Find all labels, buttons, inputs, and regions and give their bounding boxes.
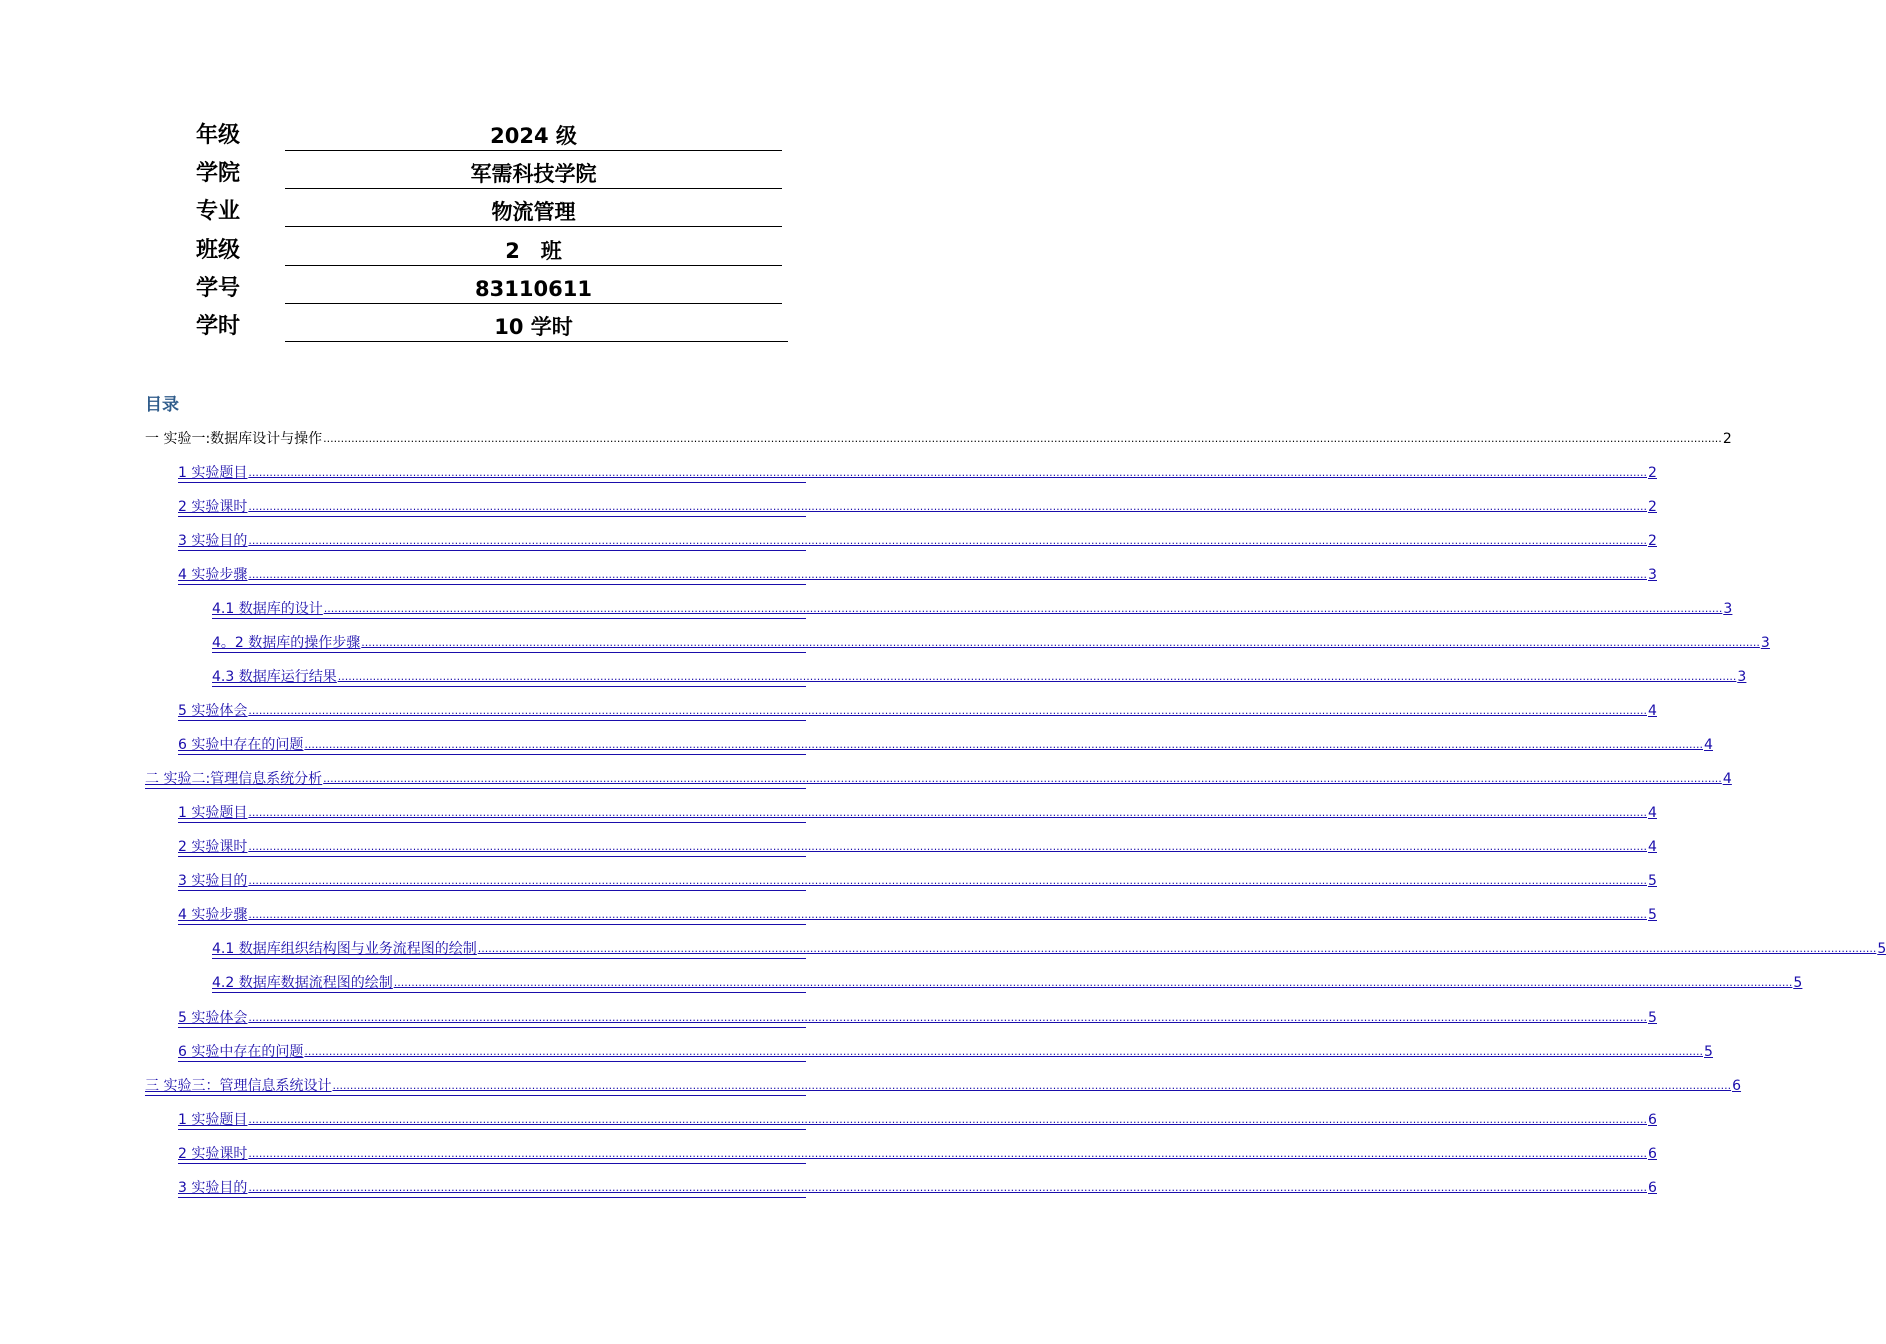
toc-leader-dots: ................................................................................................................................................................................................................................................................................................................................................................................................................ <box>323 772 1722 785</box>
info-row-grade <box>196 121 788 159</box>
toc-entry-page: 2 <box>1648 499 1657 515</box>
toc-entry-title: 2 实验课时 <box>178 499 248 515</box>
toc-leader-dots: ................................................................................................................................................................................................................................................................................................................................................................................................................ <box>248 466 1647 479</box>
info-row-hours <box>196 312 788 350</box>
fill-line <box>285 226 782 227</box>
toc-leader-dots: ................................................................................................................................................................................................................................................................................................................................................................................................................ <box>323 432 1722 445</box>
toc-entry-title: 4 实验步骤 <box>178 907 248 923</box>
toc-entry[interactable] <box>178 1109 1657 1130</box>
toc-entry-page: 3 <box>1648 567 1657 583</box>
info-value: 物流管理 <box>491 200 576 224</box>
toc-entry-page: 6 <box>1732 1078 1742 1094</box>
toc-leader-dots: ................................................................................................................................................................................................................................................................................................................................................................................................................ <box>248 840 1647 853</box>
info-row-major <box>196 197 788 235</box>
toc-leader-dots: ................................................................................................................................................................................................................................................................................................................................................................................................................ <box>248 874 1647 887</box>
toc-entry-page: 3 <box>1760 635 1770 651</box>
toc-entry-title: 6 实验中存在的问题 <box>178 737 304 753</box>
info-label: 学号 <box>196 276 241 301</box>
toc-leader-dots: ................................................................................................................................................................................................................................................................................................................................................................................................................ <box>248 1113 1647 1126</box>
toc-entry-page: 5 <box>1648 907 1657 923</box>
toc-entry-title: 1 实验题目 <box>178 1112 248 1128</box>
toc-entry-page: 2 <box>1648 465 1657 481</box>
toc-entry[interactable] <box>178 530 1657 551</box>
toc-entry-title: 4.1 数据库的设计 <box>212 601 323 617</box>
toc-entry-title: 4.1 数据库组织结构图与业务流程图的绘制 <box>212 941 477 957</box>
info-row-class <box>196 236 788 274</box>
toc-leader-dots: ................................................................................................................................................................................................................................................................................................................................................................................................................ <box>332 1079 1732 1092</box>
toc-entry-page: 5 <box>1704 1044 1713 1060</box>
info-row-college <box>196 159 788 197</box>
toc-entry[interactable] <box>178 564 1657 585</box>
toc-entry-page: 2 <box>1722 431 1732 447</box>
toc-entry-title: 6 实验中存在的问题 <box>178 1044 304 1060</box>
fill-line <box>285 188 782 189</box>
toc-leader-dots: ................................................................................................................................................................................................................................................................................................................................................................................................................ <box>323 602 1723 615</box>
toc-entry-title: 1 实验题目 <box>178 805 248 821</box>
toc-entry[interactable] <box>178 1007 1657 1028</box>
toc-entry[interactable] <box>178 1143 1657 1164</box>
info-value: 2024 级 <box>490 124 577 148</box>
toc-entry-title: 3 实验目的 <box>178 1180 248 1196</box>
info-label: 班级 <box>196 238 241 263</box>
info-label: 专业 <box>196 199 241 224</box>
toc-entry-title: 2 实验课时 <box>178 1146 248 1162</box>
toc-entry-page: 6 <box>1648 1180 1657 1196</box>
fill-line <box>285 341 788 342</box>
toc-entry-title: 一 实验一:数据库设计与操作 <box>145 431 323 447</box>
toc-entry-page: 3 <box>1723 601 1733 617</box>
toc-entry[interactable] <box>178 1041 1713 1062</box>
info-row-student-id <box>196 274 788 312</box>
toc-entry-title: 4。2 数据库的操作步骤 <box>212 635 361 651</box>
info-label: 学时 <box>196 314 241 339</box>
toc-leader-dots: ................................................................................................................................................................................................................................................................................................................................................................................................................ <box>248 908 1647 921</box>
fill-line <box>285 150 782 151</box>
toc-entry-title: 5 实验体会 <box>178 1010 248 1026</box>
toc-leader-dots: ................................................................................................................................................................................................................................................................................................................................................................................................................ <box>361 636 1760 649</box>
toc-leader-dots: ................................................................................................................................................................................................................................................................................................................................................................................................................ <box>248 806 1647 819</box>
info-value: 83110611 <box>475 277 592 301</box>
toc-entry[interactable] <box>212 666 1747 687</box>
toc-entry-page: 4 <box>1648 703 1657 719</box>
toc-entry[interactable] <box>178 904 1657 925</box>
toc-heading: 目录 <box>145 395 179 415</box>
toc-entry-title: 二 实验二:管理信息系统分析 <box>145 771 323 787</box>
toc-entry-page: 4 <box>1648 839 1657 855</box>
toc-leader-dots: ................................................................................................................................................................................................................................................................................................................................................................................................................ <box>248 534 1647 547</box>
toc-entry-page: 6 <box>1648 1112 1657 1128</box>
toc-entry-page: 3 <box>1737 669 1747 685</box>
toc-entry-title: 三 实验三：管理信息系统设计 <box>145 1078 332 1094</box>
toc-entry[interactable] <box>178 700 1657 721</box>
toc-leader-dots: ................................................................................................................................................................................................................................................................................................................................................................................................................ <box>248 1181 1647 1194</box>
toc-entry-page: 2 <box>1648 533 1657 549</box>
toc-leader-dots: ................................................................................................................................................................................................................................................................................................................................................................................................................ <box>248 500 1647 513</box>
toc-entry[interactable] <box>178 496 1657 517</box>
fill-line <box>285 265 782 266</box>
toc-entry-title: 4.2 数据库数据流程图的绘制 <box>212 975 393 991</box>
toc-entry-page: 5 <box>1648 1010 1657 1026</box>
toc-leader-dots: ................................................................................................................................................................................................................................................................................................................................................................................................................ <box>337 670 1737 683</box>
info-value: 2 班 <box>505 239 562 263</box>
toc-leader-dots: ................................................................................................................................................................................................................................................................................................................................................................................................................ <box>248 1147 1647 1160</box>
toc-leader-dots: ................................................................................................................................................................................................................................................................................................................................................................................................................ <box>477 942 1877 955</box>
toc-entry[interactable] <box>178 734 1713 755</box>
toc-entry[interactable] <box>145 768 1732 789</box>
fill-line <box>285 303 782 304</box>
toc-entry-title: 1 实验题目 <box>178 465 248 481</box>
toc-leader-dots: ................................................................................................................................................................................................................................................................................................................................................................................................................ <box>304 1045 1703 1058</box>
toc-entry-title: 4 实验步骤 <box>178 567 248 583</box>
toc-entry[interactable] <box>178 870 1657 891</box>
toc-entry[interactable] <box>178 1177 1657 1198</box>
toc-leader-dots: ................................................................................................................................................................................................................................................................................................................................................................................................................ <box>248 1011 1647 1024</box>
toc-entry-page: 5 <box>1877 941 1886 957</box>
toc-entry-title: 5 实验体会 <box>178 703 248 719</box>
toc-leader-dots: ................................................................................................................................................................................................................................................................................................................................................................................................................ <box>304 738 1703 751</box>
toc-leader-dots: ................................................................................................................................................................................................................................................................................................................................................................................................................ <box>248 704 1647 717</box>
info-value: 军需科技学院 <box>470 162 597 186</box>
toc-entry[interactable] <box>178 836 1657 857</box>
toc-entry[interactable] <box>212 598 1733 619</box>
toc-entry-page: 5 <box>1648 873 1657 889</box>
toc-entry[interactable] <box>178 462 1657 483</box>
toc-entry-page: 4 <box>1704 737 1713 753</box>
info-value: 10 学时 <box>494 315 573 339</box>
toc-entry[interactable] <box>212 972 1803 993</box>
info-label: 学院 <box>196 161 241 186</box>
toc-entry-page: 4 <box>1722 771 1732 787</box>
toc-entry-page: 5 <box>1793 975 1803 991</box>
toc-entry[interactable] <box>145 1075 1742 1096</box>
toc-entry-title: 2 实验课时 <box>178 839 248 855</box>
toc-entry-page: 4 <box>1648 805 1657 821</box>
toc-leader-dots: ................................................................................................................................................................................................................................................................................................................................................................................................................ <box>393 976 1793 989</box>
toc-entry[interactable] <box>145 428 1732 448</box>
toc-entry-title: 3 实验目的 <box>178 873 248 889</box>
toc-entry-title: 4.3 数据库运行结果 <box>212 669 337 685</box>
toc-entry[interactable] <box>212 938 1886 959</box>
toc-entry-title: 3 实验目的 <box>178 533 248 549</box>
toc-entry[interactable] <box>212 632 1770 653</box>
info-label: 年级 <box>196 123 241 148</box>
toc-leader-dots: ................................................................................................................................................................................................................................................................................................................................................................................................................ <box>248 568 1647 581</box>
toc-entry-page: 6 <box>1648 1146 1657 1162</box>
toc-entry[interactable] <box>178 802 1657 823</box>
